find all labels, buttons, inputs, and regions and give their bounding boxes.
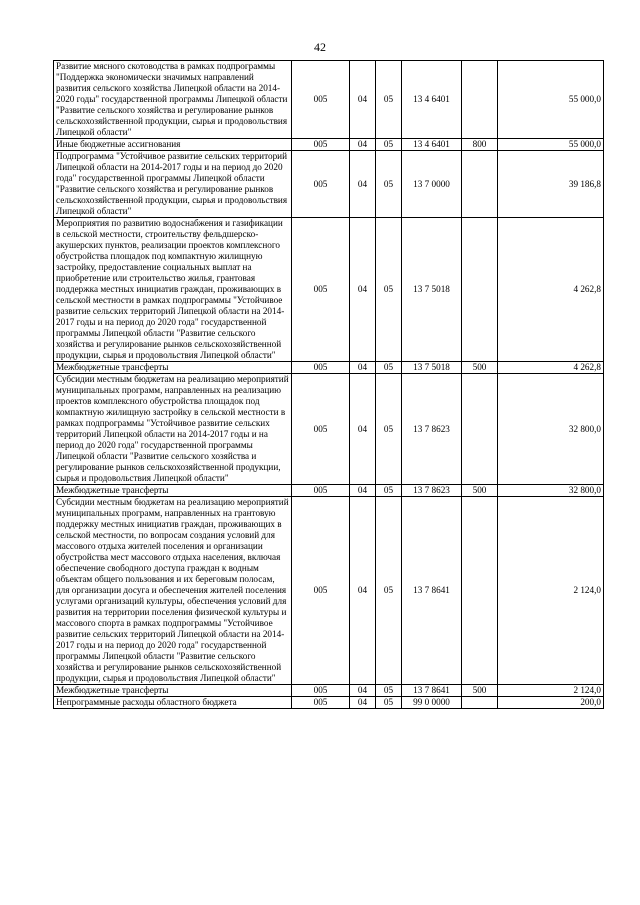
subsection-code-cell: 05 — [376, 497, 402, 685]
table-row — [54, 218, 604, 362]
expense-type-cell — [462, 218, 498, 362]
target-article-cell: 13 7 5018 — [402, 218, 462, 362]
gr-code-cell: 005 — [292, 685, 350, 697]
table-row — [54, 61, 604, 139]
subsection-code-cell: 05 — [376, 151, 402, 218]
amount-cell: 4 262,8 — [498, 218, 604, 362]
gr-code-cell: 005 — [292, 139, 350, 151]
target-article-cell: 13 7 8623 — [402, 374, 462, 485]
subsection-code-cell: 05 — [376, 485, 402, 497]
amount-cell: 55 000,0 — [498, 139, 604, 151]
expense-type-cell: 800 — [462, 139, 498, 151]
subsection-code-cell: 05 — [376, 139, 402, 151]
subsection-code-cell: 05 — [376, 374, 402, 485]
target-article-cell: 13 7 8641 — [402, 497, 462, 685]
gr-code-cell: 005 — [292, 485, 350, 497]
target-article-cell: 13 4 6401 — [402, 139, 462, 151]
item-name-cell: Развитие мясного скотоводства в рамках подпрограммы "Поддержка экономически значимых направлений развития сельского хозяйства Липецкой области на 2014-2020 годы" государственной программы Липецкой области "Развитие сельского хозяйства и регулирование рынков сельскохозяйственной продукции, сырья и продовольствия Липецкой области" — [54, 61, 292, 139]
gr-code-cell: 005 — [292, 61, 350, 139]
item-name-cell: Межбюджетные трансферты — [54, 362, 292, 374]
table-row — [54, 685, 604, 697]
item-name-cell: Мероприятия по развитию водоснабжения и газификации в сельской местности, строительству фельдшерско-акушерских пунктов, реализации проектов комплексного обустройства площадок под компактную жилищную застройку, предоставление социальных выплат на приобретение или строительство жилья, грантовая поддержка местных инициатив граждан, проживающих в сельской местности в рамках подпрограммы "Устойчивое развитие сельских территорий Липецкой области на 2014-2017 годы и на период до 2020 года" государственной программы Липецкой области "Развитие сельского хозяйства и регулирование рынков сельскохозяйственной продукции, сырья и продовольствия Липецкой области" — [54, 218, 292, 362]
item-name-cell: Субсидии местным бюджетам на реализацию мероприятий муниципальных программ, направленных на реализацию проектов комплексного обустройства площадок под компактную жилищную застройку в сельской местности в рамках подпрограммы "Устойчивое развитие сельских территорий Липецкой области на 2014-2017 годы и на период до 2020 года" государственной программы Липецкой области "Развитие сельского хозяйства и регулирование рынков сельскохозяйственной продукции, сырья и продовольствия Липецкой области" — [54, 374, 292, 485]
expense-type-cell — [462, 497, 498, 685]
target-article-cell: 13 7 8641 — [402, 685, 462, 697]
expense-type-cell — [462, 151, 498, 218]
gr-code-cell: 005 — [292, 218, 350, 362]
amount-cell: 32 800,0 — [498, 374, 604, 485]
subsection-code-cell: 05 — [376, 685, 402, 697]
budget-table-body — [54, 61, 604, 709]
section-code-cell: 04 — [350, 485, 376, 497]
section-code-cell: 04 — [350, 151, 376, 218]
amount-cell: 32 800,0 — [498, 485, 604, 497]
section-code-cell: 04 — [350, 697, 376, 709]
table-row — [54, 497, 604, 685]
gr-code-cell: 005 — [292, 151, 350, 218]
table-row — [54, 362, 604, 374]
table-row — [54, 139, 604, 151]
expense-type-cell — [462, 374, 498, 485]
section-code-cell: 04 — [350, 61, 376, 139]
section-code-cell: 04 — [350, 218, 376, 362]
subsection-code-cell: 05 — [376, 362, 402, 374]
target-article-cell: 13 7 8623 — [402, 485, 462, 497]
amount-cell: 200,0 — [498, 697, 604, 709]
section-code-cell: 04 — [350, 362, 376, 374]
amount-cell: 55 000,0 — [498, 61, 604, 139]
budget-table — [53, 60, 604, 709]
section-code-cell: 04 — [350, 139, 376, 151]
item-name-cell: Подпрограмма "Устойчивое развитие сельских территорий Липецкой области на 2014-2017 годы и на период до 2020 года" государственной программы Липецкой области "Развитие сельского хозяйства и регулирование рынков сельскохозяйственной продукции, сырья и продовольствия Липецкой области" — [54, 151, 292, 218]
expense-type-cell: 500 — [462, 685, 498, 697]
amount-cell: 4 262,8 — [498, 362, 604, 374]
section-code-cell: 04 — [350, 497, 376, 685]
amount-cell: 39 186,8 — [498, 151, 604, 218]
subsection-code-cell: 05 — [376, 61, 402, 139]
amount-cell: 2 124,0 — [498, 685, 604, 697]
target-article-cell: 13 7 5018 — [402, 362, 462, 374]
item-name-cell: Иные бюджетные ассигнования — [54, 139, 292, 151]
target-article-cell: 99 0 0000 — [402, 697, 462, 709]
expense-type-cell — [462, 61, 498, 139]
expense-type-cell: 500 — [462, 485, 498, 497]
table-row — [54, 697, 604, 709]
section-code-cell: 04 — [350, 374, 376, 485]
expense-type-cell — [462, 697, 498, 709]
section-code-cell: 04 — [350, 685, 376, 697]
table-row — [54, 374, 604, 485]
gr-code-cell: 005 — [292, 362, 350, 374]
item-name-cell: Межбюджетные трансферты — [54, 485, 292, 497]
target-article-cell: 13 7 0000 — [402, 151, 462, 218]
target-article-cell: 13 4 6401 — [402, 61, 462, 139]
gr-code-cell: 005 — [292, 374, 350, 485]
gr-code-cell: 005 — [292, 497, 350, 685]
table-row — [54, 485, 604, 497]
subsection-code-cell: 05 — [376, 218, 402, 362]
amount-cell: 2 124,0 — [498, 497, 604, 685]
page-number: 42 — [314, 40, 326, 54]
item-name-cell: Непрограммные расходы областного бюджета — [54, 697, 292, 709]
table-row — [54, 151, 604, 218]
subsection-code-cell: 05 — [376, 697, 402, 709]
item-name-cell: Межбюджетные трансферты — [54, 685, 292, 697]
gr-code-cell: 005 — [292, 697, 350, 709]
expense-type-cell: 500 — [462, 362, 498, 374]
item-name-cell: Субсидии местным бюджетам на реализацию мероприятий муниципальных программ, направленных на грантовую поддержку местных инициатив граждан, проживающих в сельской местности, по вопросам создания условий для массового отдыха жителей поселения и организации обустройства мест массового отдыха населения, включая обеспечение свободного доступа граждан к водным объектам общего пользования и их береговым полосам, для организации досуга и обеспечения жителей поселения услугами организаций культуры, обеспечения условий для развития на территории поселения физической культуры и массового спорта в рамках подпрограммы "Устойчивое развитие сельских территорий Липецкой области на 2014-2017 годы и на период до 2020 года" государственной программы Липецкой области "Развитие сельского хозяйства и регулирование рынков сельскохозяйственной продукции, сырья и продовольствия Липецкой области" — [54, 497, 292, 685]
